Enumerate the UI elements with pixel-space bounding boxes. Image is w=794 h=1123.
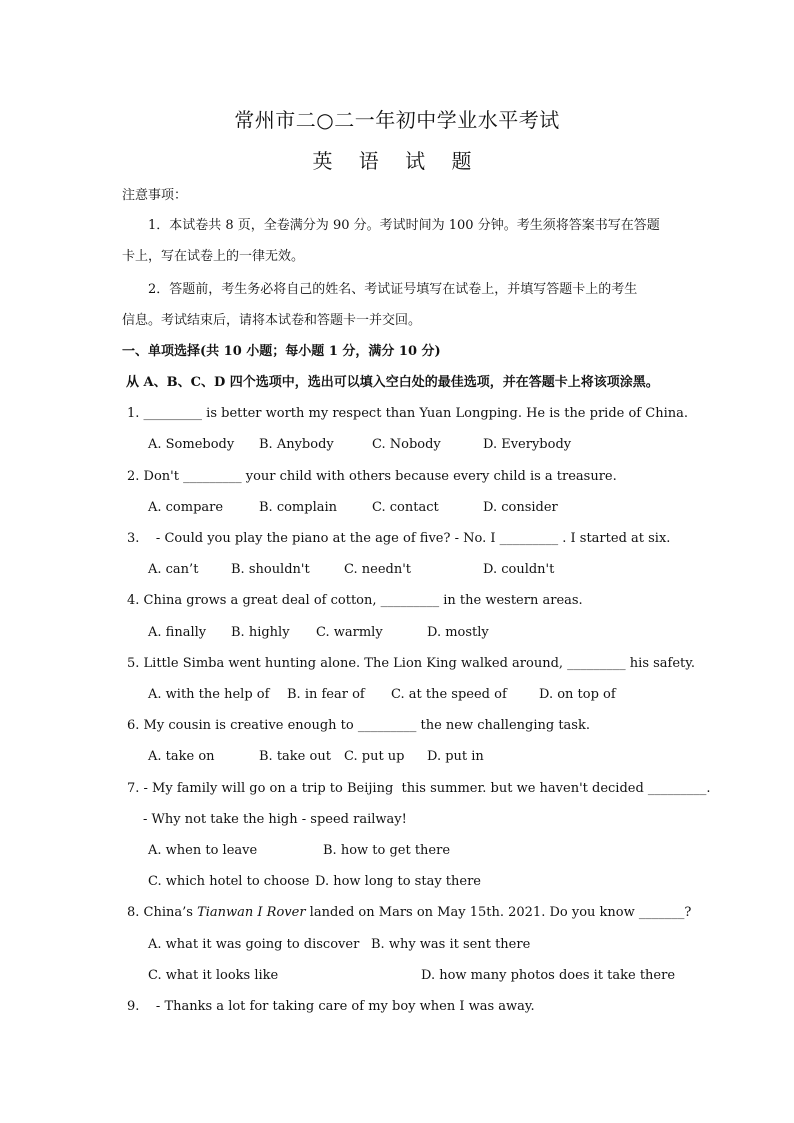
question-6-option-a: A. take on xyxy=(148,749,215,764)
question-8-option-d: D. how many photos does it take there xyxy=(421,968,676,983)
question-7-option-d: D. how long to stay there xyxy=(315,874,481,889)
question-8-rover-name: Tianwan I Rover xyxy=(197,905,306,920)
question-1-stem: 1. _________ is better worth my respect than Yuan Longping. He is the pride of China. xyxy=(127,406,688,421)
question-7-option-c: C. which hotel to choose xyxy=(148,874,310,889)
section-heading: 一、单项选择(共 10 小题；每小题 1 分，满分 10 分) xyxy=(122,344,441,359)
question-8-stem xyxy=(127,905,691,921)
question-4-stem: 4. China grows a great deal of cotton, _________ in the western areas. xyxy=(127,593,583,608)
question-2-stem: 2. Don't _________ your child with others because every child is a treasure. xyxy=(127,469,617,484)
exam-title: 常州市二○二一年初中学业水平考试 xyxy=(234,108,560,132)
question-2-option-d: D. consider xyxy=(483,500,558,515)
exam-subtitle: 英 语 试 题 xyxy=(312,149,482,173)
question-1-option-b: B. Anybody xyxy=(259,437,334,452)
section-instruction: 从 A、B、C、D 四个选项中，选出可以填入空白处的最佳选项，并在答题卡上将该项涂黑。 xyxy=(126,375,659,390)
question-2-option-c: C. contact xyxy=(372,500,439,515)
question-6-option-b: B. take out xyxy=(259,749,331,764)
question-7-stem: 7. - My family will go on a trip to Beijing this summer. but we haven't decided _________. xyxy=(127,781,711,796)
question-1-option-c: C. Nobody xyxy=(372,437,441,452)
notice-item-2-line-2: 信息。考试结束后，请将本试卷和答题卡一并交回。 xyxy=(122,313,422,328)
question-1-option-a: A. Somebody xyxy=(148,437,235,452)
question-3-stem: 3. - Could you play the piano at the age of five? - No. I _________ . I started at six. xyxy=(127,531,671,546)
question-8-stem-suffix: landed on Mars on May 15th. 2021. Do you know _______? xyxy=(305,905,692,920)
question-9-stem: 9. - Thanks a lot for taking care of my boy when I was away. xyxy=(127,999,535,1014)
notice-heading: 注意事项： xyxy=(122,188,188,203)
question-5-stem: 5. Little Simba went hunting alone. The Lion King walked around, _________ his safety. xyxy=(127,656,696,671)
question-2-option-a: A. compare xyxy=(148,500,224,515)
question-1-option-d: D. Everybody xyxy=(483,437,572,452)
question-7-option-b: B. how to get there xyxy=(323,843,451,858)
question-8-option-b: B. why was it sent there xyxy=(371,937,531,952)
question-6-option-c: C. put up xyxy=(344,749,405,764)
question-4-option-c: C. warmly xyxy=(316,625,383,640)
question-4-option-d: D. mostly xyxy=(427,625,489,640)
question-3-option-c: C. needn't xyxy=(344,562,411,577)
question-3-option-a: A. can’t xyxy=(148,562,199,577)
question-4-option-a: A. finally xyxy=(148,625,207,640)
question-3-option-d: D. couldn't xyxy=(483,562,555,577)
notice-item-2-line-1: 2．答题前，考生务必将自己的姓名、考试证号填写在试卷上，并填写答题卡上的考生 xyxy=(148,282,638,297)
question-5-option-a: A. with the help of xyxy=(148,687,270,702)
question-3-option-b: B. shouldn't xyxy=(231,562,310,577)
question-7-option-a: A. when to leave xyxy=(148,843,258,858)
question-6-stem: 6. My cousin is creative enough to _________ the new challenging task. xyxy=(127,718,590,733)
notice-item-1-line-1: 1．本试卷共 8 页，全卷满分为 90 分。考试时间为 100 分钟。考生须将答案书写在答题 xyxy=(148,218,660,233)
question-5-option-b: B. in fear of xyxy=(287,687,365,702)
question-8-option-c: C. what it looks like xyxy=(148,968,279,983)
question-2-option-b: B. complain xyxy=(259,500,338,515)
question-5-option-c: C. at the speed of xyxy=(391,687,507,702)
question-7-stem-reply: - Why not take the high - speed railway! xyxy=(143,812,407,827)
question-8-option-a: A. what it was going to discover xyxy=(148,937,360,952)
question-5-option-d: D. on top of xyxy=(539,687,616,702)
question-6-option-d: D. put in xyxy=(427,749,484,764)
question-8-stem-prefix: 8. China’s xyxy=(127,905,198,920)
notice-item-1-line-2: 卡上，写在试卷上的一律无效。 xyxy=(122,249,305,264)
question-4-option-b: B. highly xyxy=(231,625,290,640)
